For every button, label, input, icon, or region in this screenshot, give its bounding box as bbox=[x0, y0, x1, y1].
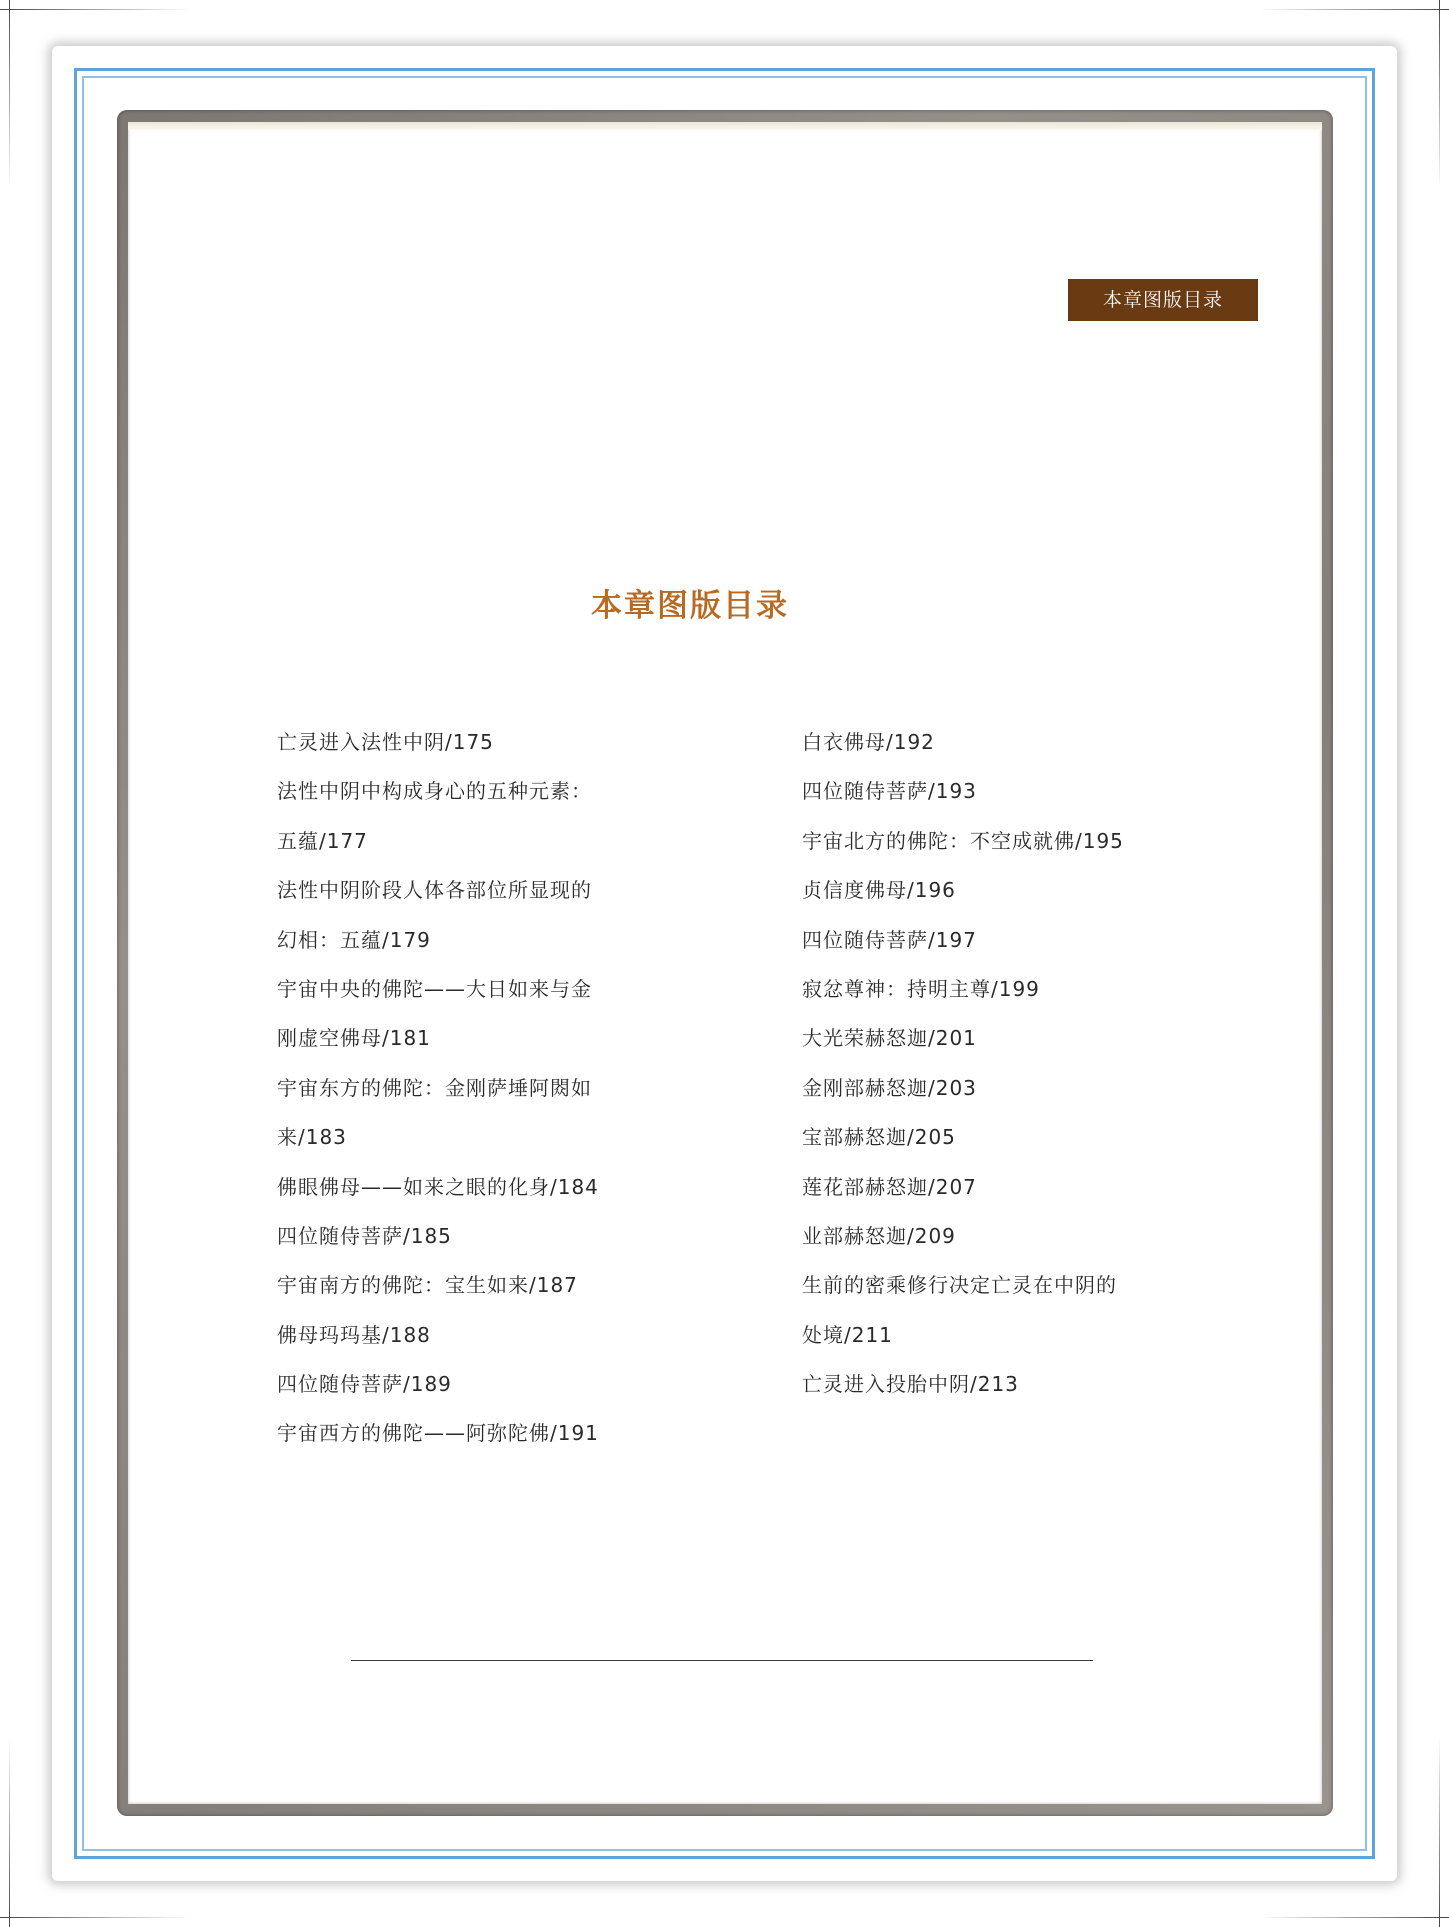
toc-entry: 法性中阴中构成身心的五种元素： bbox=[277, 779, 592, 804]
toc-entry: 四位随侍菩萨/189 bbox=[277, 1372, 452, 1397]
crop-mark bbox=[1259, 1917, 1449, 1918]
toc-entry: 宇宙西方的佛陀——阿弥陀佛/191 bbox=[277, 1421, 599, 1446]
toc-entry: 贞信度佛母/196 bbox=[802, 878, 956, 903]
toc-entry: 刚虚空佛母/181 bbox=[277, 1026, 431, 1051]
toc-entry: 宇宙北方的佛陀：不空成就佛/195 bbox=[802, 828, 1124, 853]
footer-divider bbox=[351, 1660, 1093, 1661]
toc-entry: 幻相：五蕴/179 bbox=[277, 927, 431, 952]
toc-entry: 法性中阴阶段人体各部位所显现的 bbox=[277, 878, 592, 903]
toc-entry: 佛母玛玛基/188 bbox=[277, 1322, 431, 1347]
crop-mark bbox=[1439, 0, 1440, 190]
toc-entry: 宇宙中央的佛陀——大日如来与金 bbox=[277, 976, 592, 1001]
toc-entry: 大光荣赫怒迦/201 bbox=[802, 1026, 977, 1051]
toc-entry: 亡灵进入法性中阴/175 bbox=[277, 730, 494, 754]
toc-entry: 白衣佛母/192 bbox=[802, 730, 935, 754]
toc-entry: 处境/211 bbox=[802, 1322, 893, 1347]
toc-column-left bbox=[277, 722, 667, 1463]
toc-entry: 五蕴/177 bbox=[277, 828, 368, 853]
toc-entry: 莲花部赫怒迦/207 bbox=[802, 1174, 977, 1199]
paper-top-edge bbox=[128, 122, 1322, 130]
crop-mark bbox=[1259, 9, 1449, 10]
toc-entry: 佛眼佛母——如来之眼的化身/184 bbox=[277, 1174, 599, 1199]
crop-mark bbox=[0, 9, 190, 10]
toc-column-right bbox=[802, 722, 1222, 1413]
toc-entry: 四位随侍菩萨/193 bbox=[802, 779, 977, 804]
toc-entry: 寂忿尊神：持明主尊/199 bbox=[802, 976, 1040, 1001]
chapter-tag: 本章图版目录 bbox=[1068, 279, 1258, 321]
toc-entry: 宇宙南方的佛陀：宝生如来/187 bbox=[277, 1273, 578, 1298]
toc-entry: 四位随侍菩萨/185 bbox=[277, 1223, 452, 1248]
crop-mark bbox=[0, 1917, 190, 1918]
crop-mark bbox=[9, 0, 10, 190]
page-title: 本章图版目录 bbox=[591, 588, 789, 624]
toc-entry: 业部赫怒迦/209 bbox=[802, 1223, 956, 1248]
toc-entry: 金刚部赫怒迦/203 bbox=[802, 1075, 977, 1100]
toc-entry: 生前的密乘修行决定亡灵在中阴的 bbox=[802, 1273, 1117, 1298]
toc-entry: 来/183 bbox=[277, 1125, 347, 1150]
toc-entry: 宇宙东方的佛陀：金刚萨埵阿閦如 bbox=[277, 1075, 592, 1100]
crop-mark bbox=[1439, 1737, 1440, 1927]
toc-entry: 亡灵进入投胎中阴/213 bbox=[802, 1372, 1019, 1397]
toc-entry: 四位随侍菩萨/197 bbox=[802, 927, 977, 952]
toc-entry: 宝部赫怒迦/205 bbox=[802, 1125, 956, 1150]
crop-mark bbox=[9, 1737, 10, 1927]
